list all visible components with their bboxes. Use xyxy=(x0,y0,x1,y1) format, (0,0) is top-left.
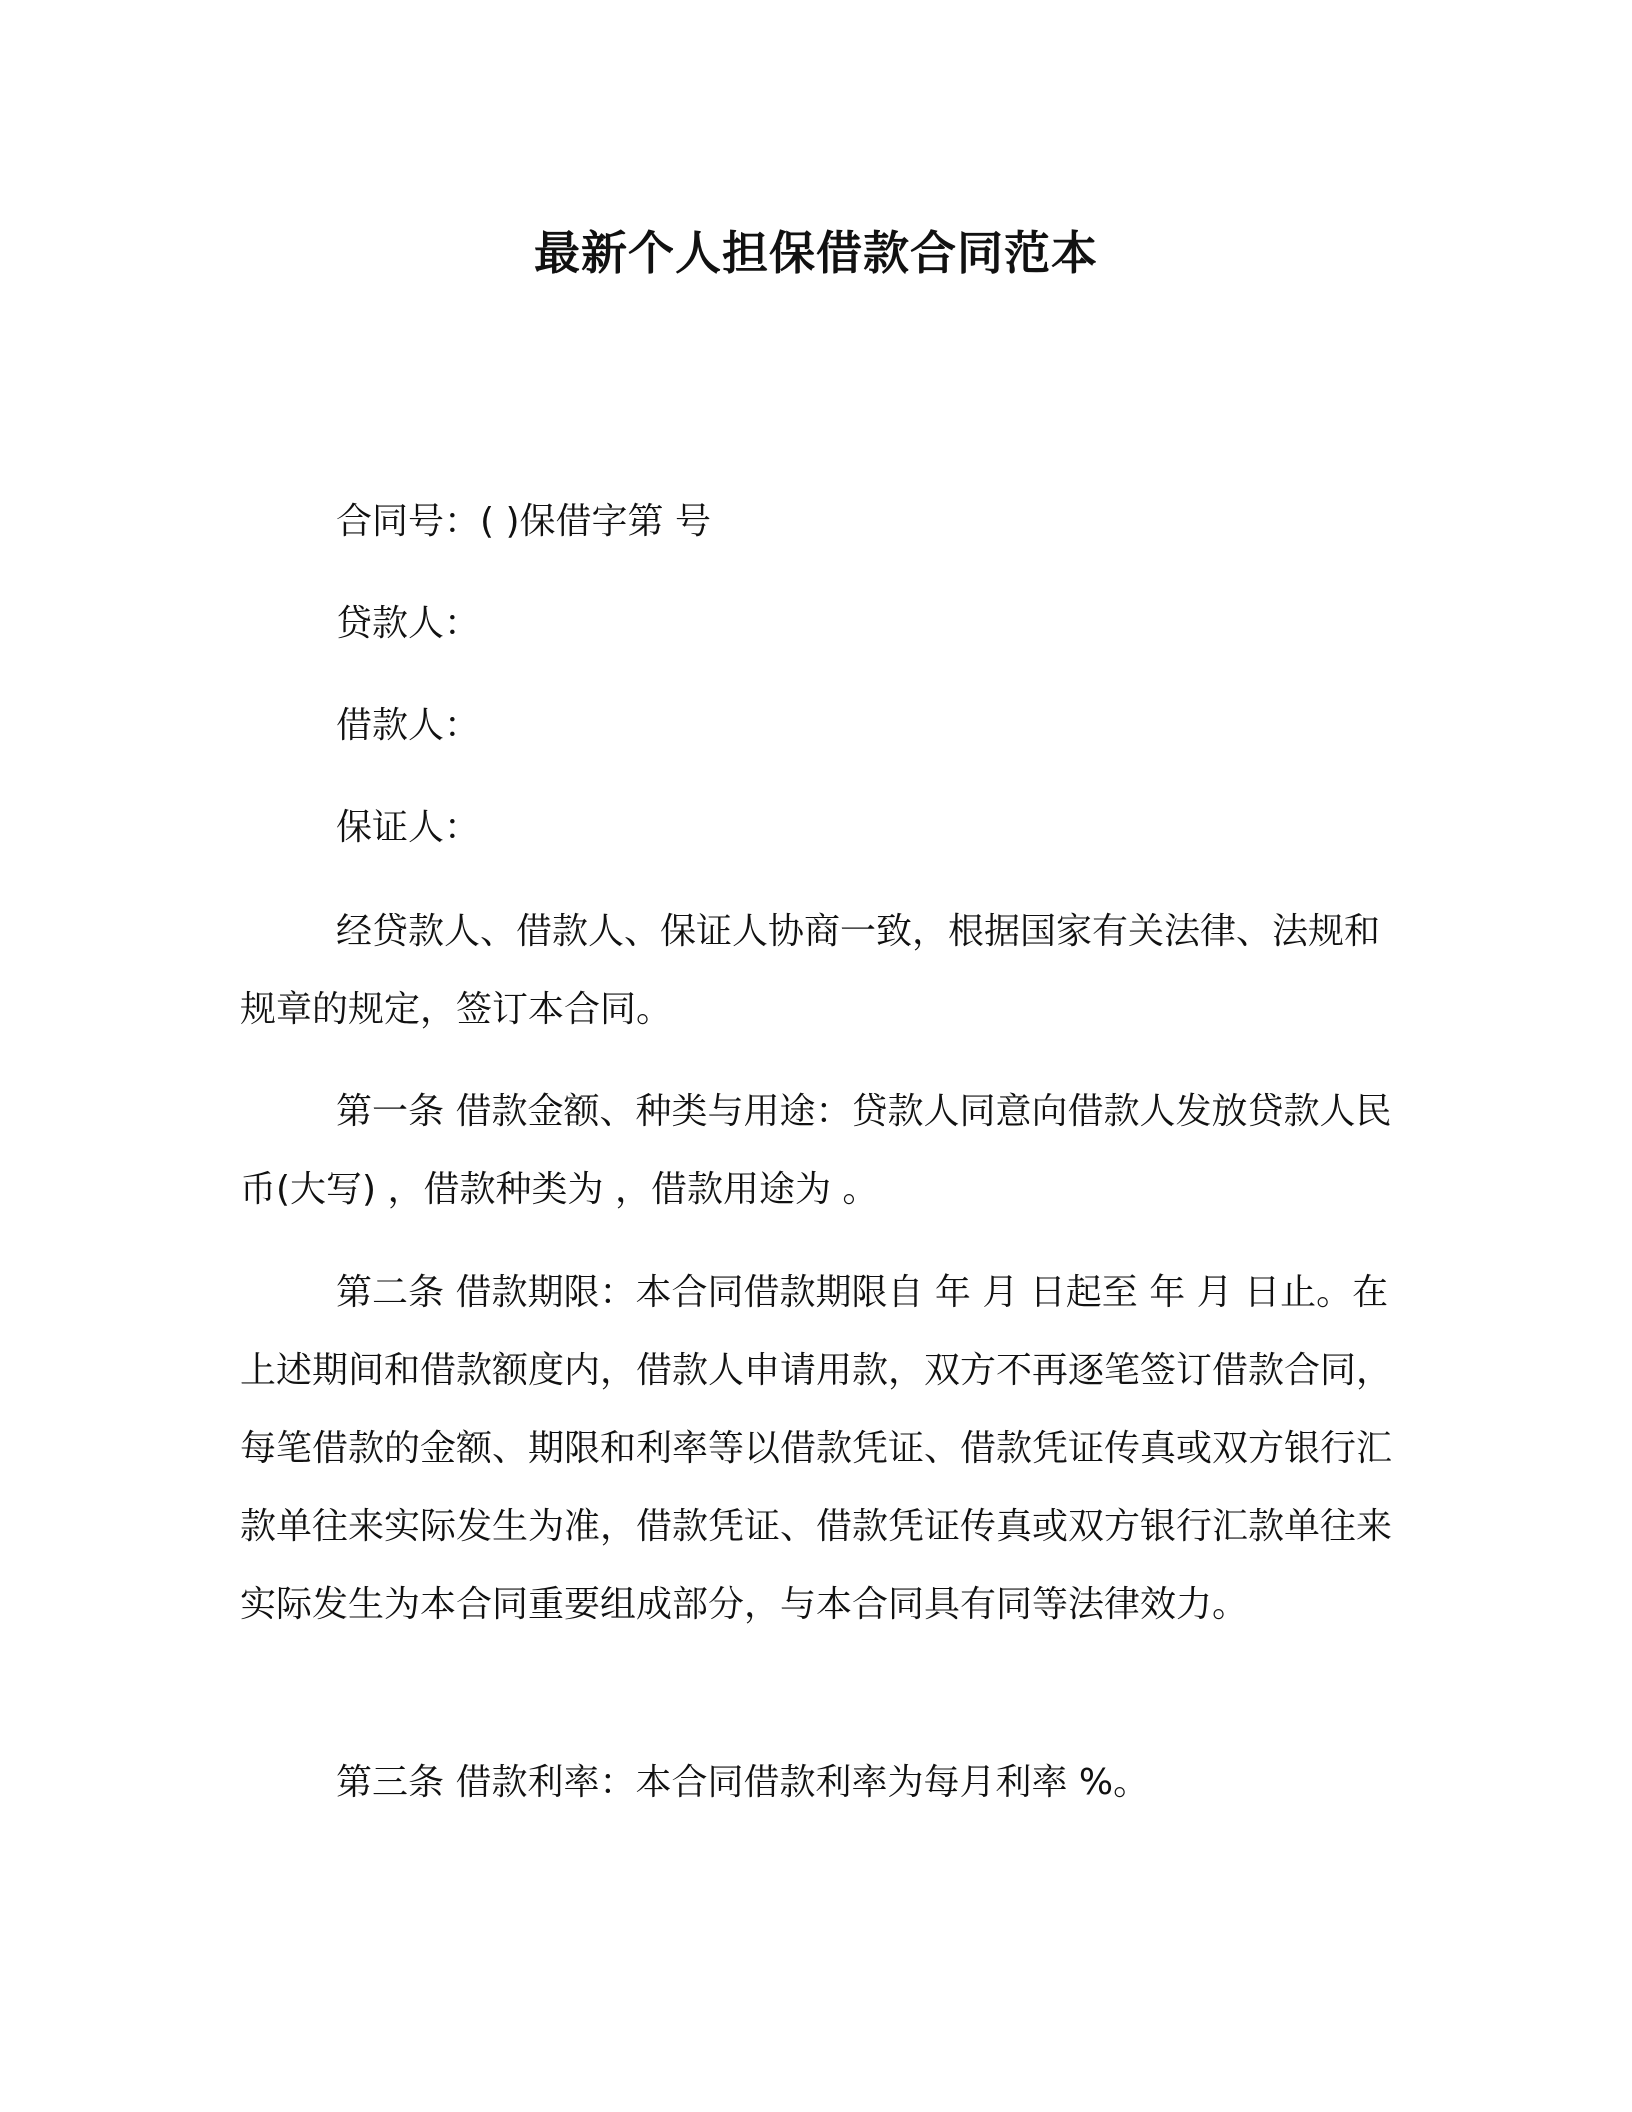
borrower-line: 借款人： xyxy=(336,705,481,746)
guarantor-line: 保证人： xyxy=(336,807,481,848)
article-1-paragraph: 第一条 借款金额、种类与用途：贷款人同意向借款人发放贷款人民币(大写) ，借款种类为 ，借款用途为 。 xyxy=(240,1091,1392,1210)
lender-line: 贷款人： xyxy=(336,603,481,644)
article-2-paragraph: 第二条 借款期限：本合同借款期限自 年 月 日起至 年 月 日止。在上述期间和借款额度内，借款人申请用款，双方不再逐笔签订借款合同，每笔借款的金额、期限和利率等以借款凭证、借款凭证传真或双方银行汇款单往来实际发生为准，借款凭证、借款凭证传真或双方银行汇款单往来实际发生为本合同重要组成部分，与本合同具有同等法律效力。 xyxy=(240,1272,1393,1625)
contract-number-line: 合同号：( )保借字第 号 xyxy=(336,501,711,542)
article-3-paragraph: 第三条 借款利率：本合同借款利率为每月利率 %。 xyxy=(336,1762,1150,1803)
preamble-paragraph: 经贷款人、借款人、保证人协商一致，根据国家有关法律、法规和规章的规定，签订本合同。 xyxy=(240,911,1381,1030)
document-title: 最新个人担保借款合同范本 xyxy=(534,226,1098,280)
